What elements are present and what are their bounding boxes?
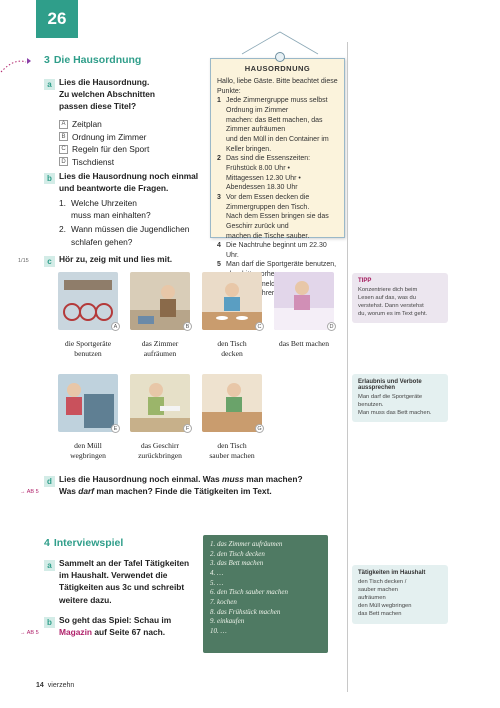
option-letter-box: A: [59, 120, 68, 129]
notice-item-line: und den Müll in den Container im Keller bringen.: [226, 135, 329, 153]
caption-line: wegbringen: [70, 450, 106, 460]
permission-line: Man darf die Sportgeräte: [358, 394, 423, 400]
prompt-text: man machen?: [243, 474, 303, 484]
prompt-line: Zu welchen Abschnitten: [59, 89, 156, 100]
caption-sports-equipment: [53, 339, 123, 359]
question-line: Welche Uhrzeiten: [71, 198, 137, 208]
chalk-line: 2. den Tisch decken: [210, 549, 265, 558]
prompt-line: passen diese Titel?: [59, 101, 137, 112]
clean-table-illustration: [202, 374, 262, 432]
option-c[interactable]: [59, 143, 199, 156]
notice-item-number: 2: [217, 155, 221, 163]
tidy-room-illustration: [130, 272, 190, 330]
question-line: Wann müssen die Jugendlichen: [71, 224, 190, 235]
household-box: [352, 565, 448, 624]
make-bed-illustration: [274, 272, 334, 330]
permission-title: aussprechen: [358, 385, 396, 391]
prompt-line-2: [59, 485, 344, 497]
caption-line: den Tisch: [217, 441, 247, 450]
option-letter-box: B: [59, 132, 68, 141]
chalk-line: 4. …: [210, 568, 224, 577]
notice-item-line: Jede Zimmergruppe muss selbst Ordnung im Zimmer: [226, 97, 328, 114]
task-3a-options: [59, 118, 199, 168]
notice-item-2: [217, 154, 338, 193]
photo-clean-table[interactable]: [202, 374, 262, 432]
task-3a-marker: a: [44, 79, 55, 90]
household-line: den Tisch decken /: [358, 579, 407, 585]
magazin-link[interactable]: Magazin: [59, 627, 93, 638]
section-3-heading: [44, 54, 141, 66]
task-3b-questions: [59, 197, 209, 248]
caption-line: das Bett machen: [278, 339, 330, 348]
section-4-number: 4: [44, 537, 50, 549]
question-2: [59, 223, 209, 247]
section-3-number: 3: [44, 54, 50, 66]
photo-letter-e: E: [111, 424, 120, 433]
photo-take-out-trash[interactable]: [58, 374, 118, 432]
photo-sports-equipment[interactable]: [58, 272, 118, 330]
prompt-line: Lies die Hausordnung noch einmal: [59, 171, 199, 181]
prompt-line: weitere dazu.: [59, 594, 112, 605]
prompt-line: [59, 626, 199, 638]
prompt-text: Was: [59, 486, 79, 497]
notice-item-line: Nach dem Essen bringen sie das Geschirr zurück und: [226, 213, 329, 230]
photo-return-dishes[interactable]: [130, 374, 190, 432]
caption-line: sauber machen: [209, 450, 255, 460]
column-divider: [347, 42, 348, 692]
workbook-reference[interactable]: → AB 5: [20, 489, 39, 495]
permission-title: Erlaubnis und Verbote: [358, 379, 422, 385]
tip-line: Konzentriere dich beim: [358, 287, 418, 293]
caption-line: das Geschirr: [140, 441, 180, 450]
notice-item-line: Die Nachtruhe beginnt um 22.30 Uhr.: [226, 242, 327, 259]
caption-make-bed: [269, 339, 339, 349]
notice-item-line: Vor dem Essen decken die Zimmergruppen den Tisch.: [226, 193, 310, 211]
notice-item-line: machen die Tische sauber.: [226, 232, 310, 240]
page-footer: [36, 682, 74, 689]
question-1: [59, 197, 209, 221]
task-3b-marker: b: [44, 173, 55, 184]
question-number: 1.: [59, 198, 66, 208]
notice-item-1: [217, 96, 338, 154]
photo-letter-a: A: [111, 322, 120, 331]
chalk-line: 5. …: [210, 578, 224, 587]
option-d[interactable]: [59, 156, 199, 169]
notice-intro: Hallo, liebe Gäste. Bitte beachtet diese Punkte:: [217, 78, 338, 95]
caption-take-out-trash: [53, 441, 123, 461]
chalk-line: 8. das Frühstück machen: [210, 607, 281, 616]
notice-item-number: 5: [217, 261, 221, 269]
task-3c-prompt: Hör zu, zeig mit und lies mit.: [59, 254, 173, 264]
tip-box: [352, 273, 448, 323]
task-3d-marker: d: [44, 476, 55, 487]
caption-line: aufräumen: [143, 348, 177, 358]
unit-number-tab: 26: [36, 0, 78, 38]
prompt-text: Lies die Hausordnung noch einmal. Was: [59, 474, 223, 484]
photo-letter-c: C: [255, 322, 264, 331]
prompt-line-1: [59, 473, 344, 485]
caption-line: das Zimmer: [141, 339, 179, 348]
chalk-line: 6. den Tisch sauber machen: [210, 588, 288, 597]
option-label: Regeln für den Sport: [72, 144, 150, 155]
task-3b-prompt: [59, 170, 209, 194]
task-3d-prompt: [59, 473, 344, 497]
photo-letter-d: D: [327, 322, 336, 331]
caption-line: benutzen: [74, 348, 102, 358]
tip-title: TIPP: [358, 278, 372, 284]
page-number-word: vierzehn: [47, 682, 75, 689]
task-3a-prompt: [59, 76, 199, 113]
caption-tidy-room: [125, 339, 195, 359]
dishes-illustration: [130, 374, 190, 432]
question-number: 2.: [59, 224, 66, 235]
option-label: Zeitplan: [72, 119, 102, 130]
caption-line: die Sportgeräte: [64, 339, 112, 348]
option-letter-box: C: [59, 145, 68, 154]
household-line: den Müll wegbringen: [358, 603, 412, 610]
option-letter-box: D: [59, 157, 68, 166]
chalk-line: 7. kochen: [210, 597, 237, 606]
notice-item-line: anmelden!: [252, 280, 285, 288]
house-rules-notice: [210, 58, 345, 288]
household-line: aufräumen: [358, 595, 386, 602]
permission-box: [352, 374, 448, 422]
notice-item-line: machen: das Bett machen, das Zimmer aufräumen: [226, 116, 323, 134]
photo-tidy-room[interactable]: [130, 272, 190, 330]
section-3-title: Die Hausordnung: [53, 54, 142, 66]
chalk-line: 1. das Zimmer aufräumen: [210, 540, 283, 548]
notice-item-line: Mittagessen 12.30 Uhr • Abendessen 18.30 Uhr: [226, 174, 301, 192]
household-line: sauber machen: [358, 587, 398, 594]
workbook-reference[interactable]: → AB 5: [20, 630, 39, 636]
caption-line: zurückbringen: [138, 450, 182, 460]
task-4b-prompt: [59, 614, 199, 638]
prompt-line: im Haushalt. Verwendet die: [59, 570, 168, 581]
permission-line: benutzen.: [358, 402, 384, 409]
photo-set-table[interactable]: [202, 272, 262, 330]
photo-letter-f: F: [183, 424, 192, 433]
prompt-line: So geht das Spiel: Schau im: [59, 615, 172, 625]
caption-clean-table: [197, 441, 267, 461]
photo-make-bed[interactable]: [274, 272, 334, 330]
audio-track-number: 1/15: [18, 258, 29, 264]
prompt-emphasis: darf: [78, 486, 95, 497]
prompt-line: Lies die Hausordnung.: [59, 77, 150, 87]
dotted-flight-decoration: [0, 54, 36, 74]
tip-line: du, worum es im Text geht.: [358, 311, 428, 318]
caption-line: decken: [221, 348, 243, 358]
notice-item-3: [217, 193, 338, 241]
notice-item-number: 1: [217, 97, 221, 105]
prompt-line: Tätigkeiten aus 3c und schreibt: [59, 582, 185, 593]
notice-title: HAUSORDNUNG: [244, 64, 311, 73]
section-4-heading: [44, 537, 123, 549]
notice-item-line: Das sind die Essenszeiten: Frühstück 8.00 Uhr •: [226, 155, 311, 172]
notice-item-4: [217, 241, 338, 260]
caption-line: den Tisch: [217, 339, 247, 348]
notice-item-number: 4: [217, 242, 221, 250]
option-a[interactable]: [59, 118, 199, 131]
option-label: Tischdienst: [72, 156, 115, 167]
caption-return-dishes: [125, 441, 195, 461]
pushpin-icon: [275, 52, 285, 62]
caption-line: den Müll: [74, 441, 102, 450]
set-table-illustration: [202, 272, 262, 330]
chalk-line: 9. einkaufen: [210, 617, 245, 626]
notice-item-line: Man darf die Sportgeräte benutzen, vorher: [226, 261, 337, 279]
prompt-line: Sammelt an der Tafel Tätigkeiten: [59, 558, 190, 568]
photo-letter-g: G: [255, 424, 264, 433]
photo-letter-b: B: [183, 322, 192, 331]
chalk-line: 10. …: [210, 626, 227, 635]
page-number: 14: [36, 682, 44, 689]
permission-line: Man muss das Bett machen.: [358, 410, 432, 417]
trash-illustration: [58, 374, 118, 432]
chalk-line: 3. das Bett machen: [210, 559, 264, 568]
task-3c-marker: c: [44, 256, 55, 267]
task-4a-prompt: [59, 557, 199, 606]
question-line: muss man einhalten?: [71, 210, 151, 221]
bicycles-illustration: [58, 272, 118, 330]
task-4a-marker: a: [44, 560, 55, 571]
household-line: das Bett machen: [358, 611, 402, 618]
chalkboard: [203, 535, 328, 653]
notice-item-number: 3: [217, 193, 221, 201]
question-line: schlafen gehen?: [71, 236, 133, 247]
prompt-line: und beantworte die Fragen.: [59, 183, 169, 194]
section-4-title: Interviewspiel: [53, 537, 124, 549]
prompt-emphasis: muss: [222, 474, 244, 484]
tip-line: verstehst. Dann verstehst: [358, 303, 424, 310]
prompt-text: auf Seite 67 nach.: [92, 627, 166, 638]
option-label: Ordnung im Zimmer: [72, 131, 147, 142]
task-4b-marker: b: [44, 617, 55, 628]
option-b[interactable]: [59, 131, 199, 144]
caption-set-table: [197, 339, 267, 359]
household-title: Tätigkeiten im Haushalt: [358, 570, 426, 576]
tip-line: Lesen auf das, was du: [358, 295, 417, 302]
prompt-text: man machen? Finde die Tätigkeiten im Text.: [94, 486, 272, 497]
